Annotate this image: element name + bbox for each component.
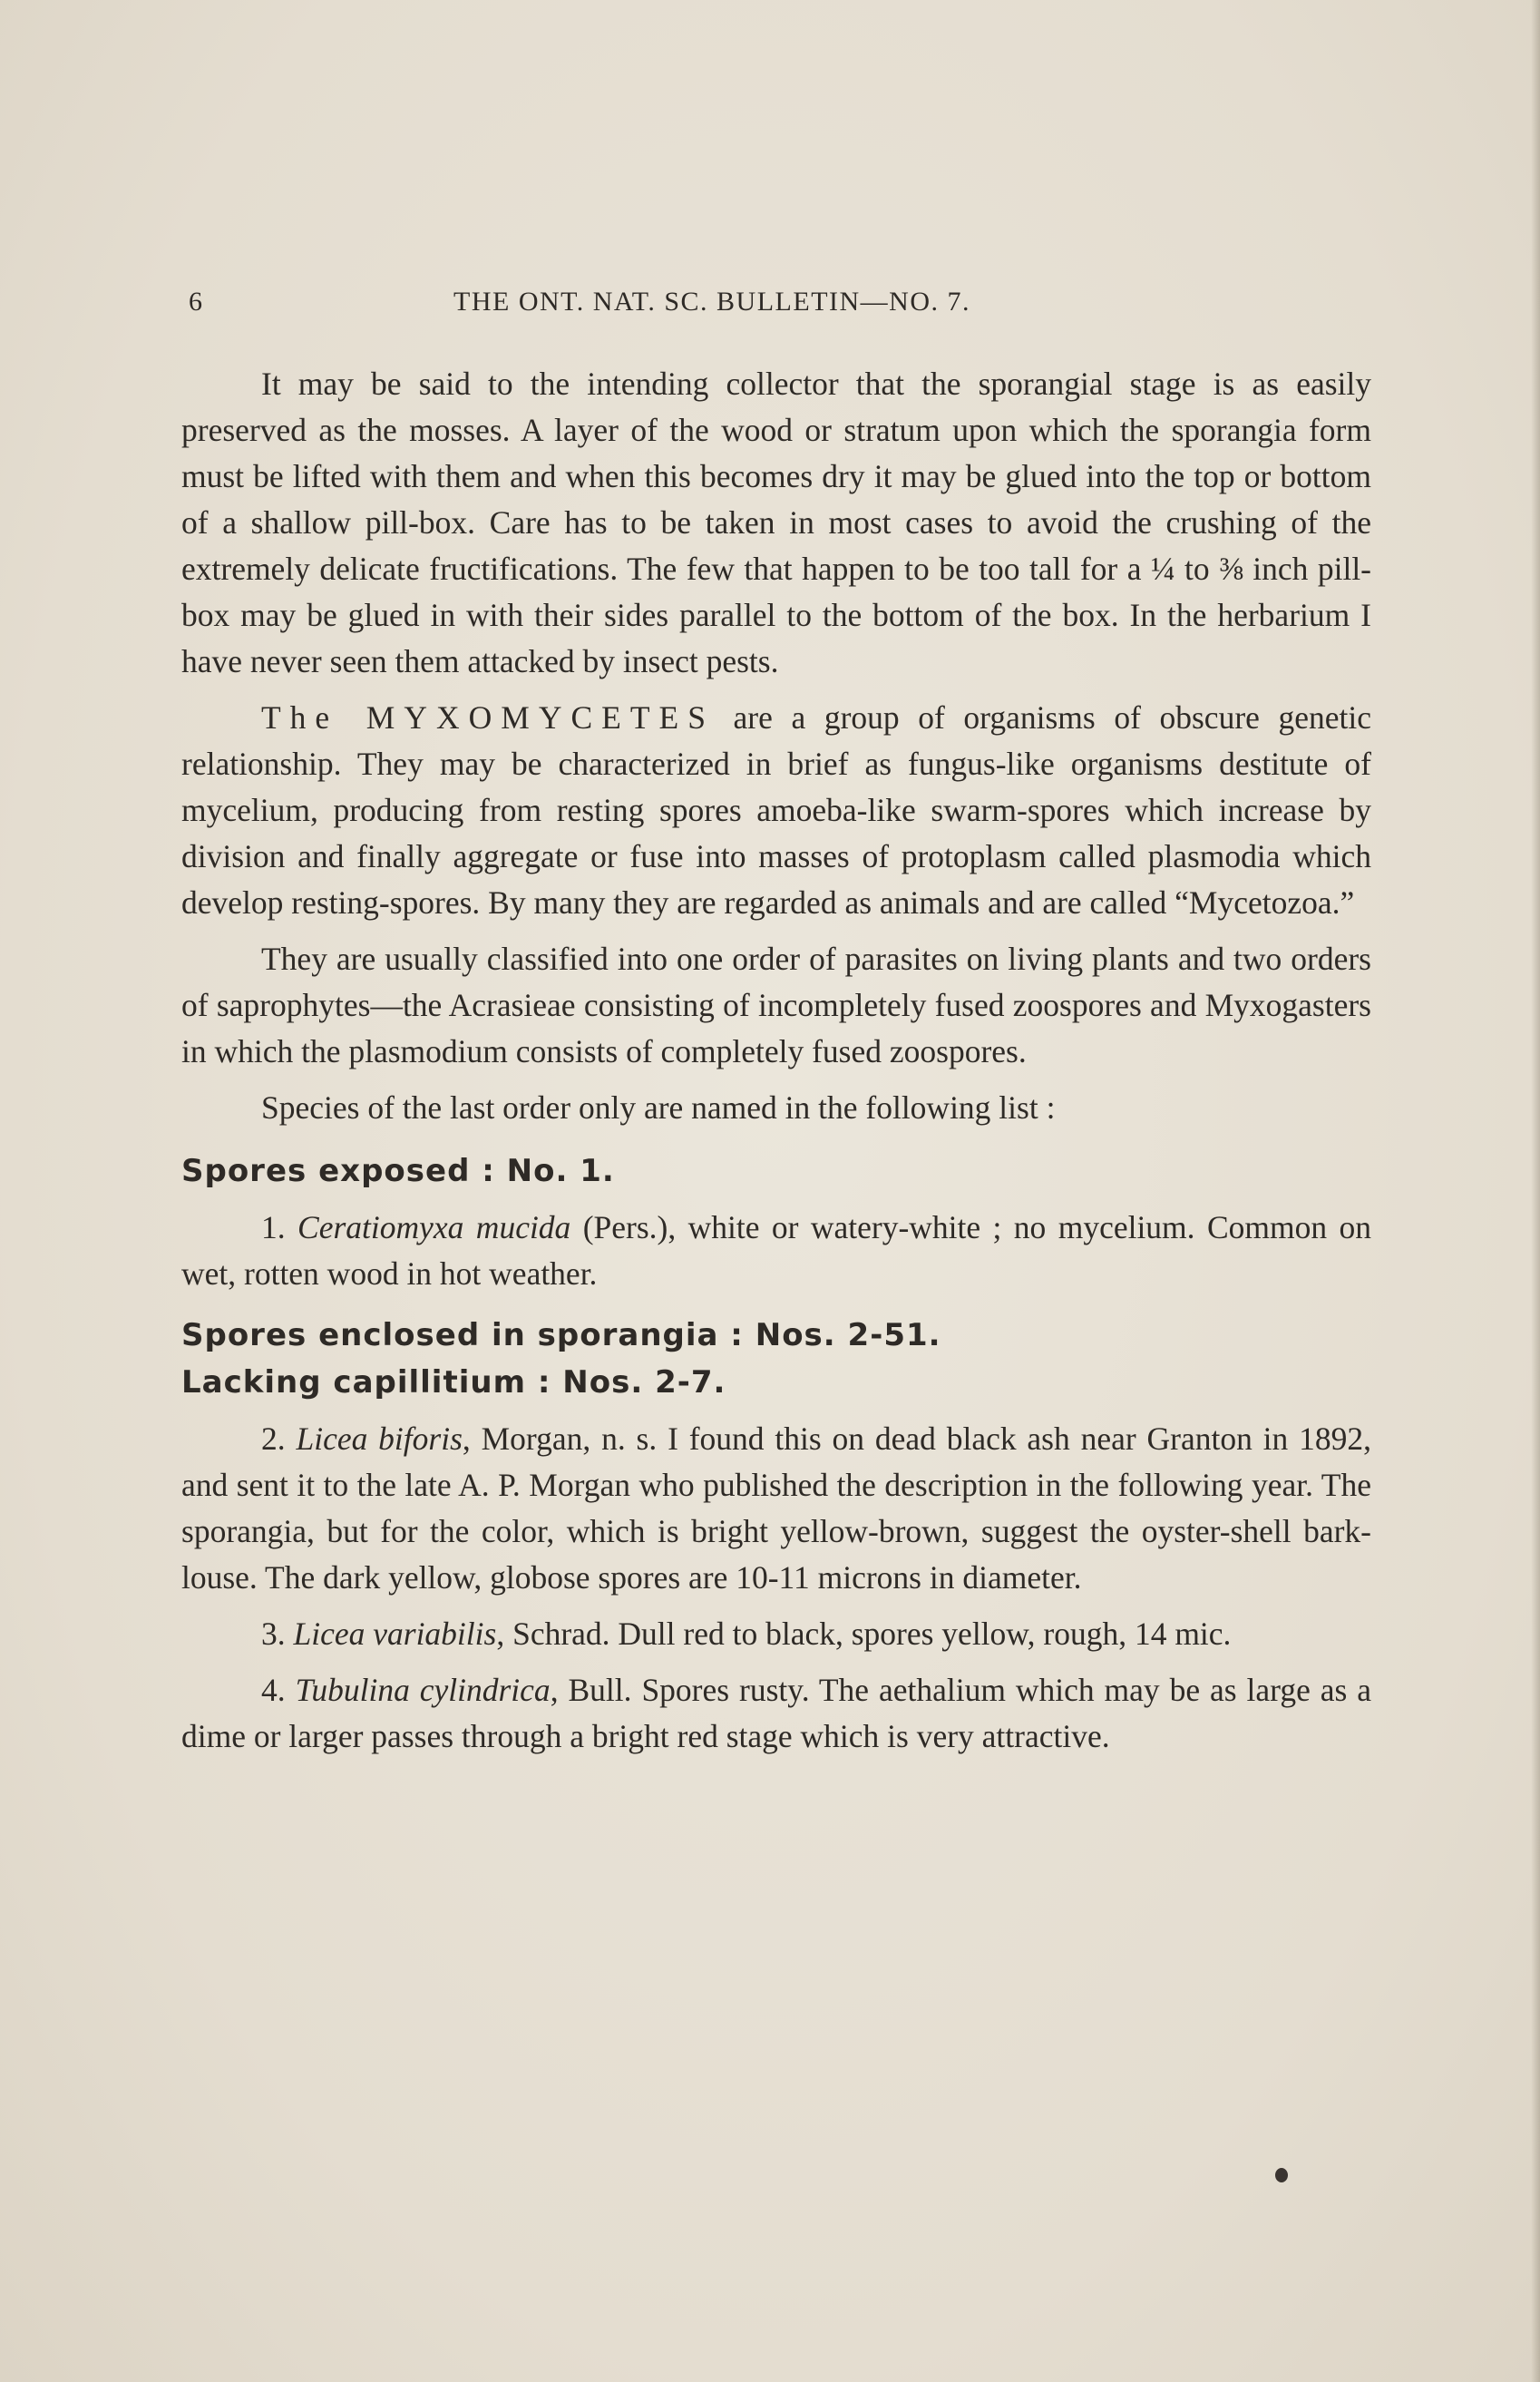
entry-number: 4. [261, 1672, 296, 1708]
page-body [181, 361, 1371, 1760]
paragraph-myxomycetes [181, 695, 1371, 926]
species-name: Licea variabilis [293, 1616, 497, 1652]
entry-text: , Morgan, n. s. I found this on dead black ash near Granton in 1892, and sent it to the late A. P. Morgan who published the description in the following year. The sporangia, but for the color, which is bright yellow-brown, suggest the oyster-shell bark-louse. The dark yellow, globose spores are 10-11 microns in diameter. [181, 1420, 1372, 1596]
species-name: Tubulina cylindrica [295, 1672, 551, 1708]
heading-lacking-capillitium: Lacking capillitium : Nos. 2-7. [181, 1364, 726, 1401]
entry-number: 3. [261, 1616, 294, 1652]
paragraph-classification: They are usually classified into one order of parasites on living plants and two orders of saprophytes—the Acrasieae consisting of incompletely fused zoospores and Myxogasters in which the plasmodium consists of completely fused zoospores. [181, 941, 1371, 1069]
species-entry-2 [181, 1416, 1371, 1601]
paragraph-collecting: It may be said to the intending collector that the sporangial stage is as easily preserved as the mosses. A layer of the wood or stratum upon which the sporangia form must be lifted with them and when this becomes dry it may be glued into the top or bottom of a shallow pill-box. Care has to be taken in most cases to avoid the crushing of the extremely delicate fructifications. The few that happen to be too tall for a ¼ to ⅜ inch pill-box may be glued in with their sides parallel to the bottom of the box. In the herbarium I have never seen them attacked by insect pests. [181, 366, 1371, 679]
species-name: Licea biforis [296, 1420, 463, 1457]
heading-spores-exposed: Spores exposed : No. 1. [181, 1153, 615, 1189]
term-myxomycetes: The MYXOMYCETES [261, 699, 715, 736]
running-title: THE ONT. NAT. SC. BULLETIN—NO. 7. [453, 287, 971, 317]
entry-number: 1. [261, 1209, 298, 1245]
heading-spores-enclosed: Spores enclosed in sporangia : Nos. 2-51. [181, 1317, 941, 1353]
paragraph-myxomycetes-text: are a group of organisms of obscure genetic relationship. They may be characterized in brief as fungus-like organisms destitute of mycelium, producing from resting spores amoeba-like swarm-spores which increase by division and finally aggregate or fuse into masses of protoplasm called plasmodia which develop resting-spores. By many they are regarded as animals and are called “Mycetozoa.” [181, 699, 1371, 921]
species-name: Ceratiomyxa mucida [297, 1209, 571, 1245]
entry-text: (Pers.), white or watery-white ; no mycelium. Common on wet, rotten wood in hot weather. [181, 1209, 1371, 1292]
species-entry-4 [181, 1667, 1371, 1760]
page-edge-shadow [1531, 0, 1540, 2382]
species-entry-1 [181, 1205, 1371, 1297]
page-number: 6 [189, 287, 204, 317]
species-entry-3 [181, 1611, 1371, 1657]
running-head [181, 287, 1379, 323]
entry-text: , Bull. Spores rusty. The aethalium which may be as large as a dime or larger passes through a bright red stage which is very attractive. [181, 1672, 1372, 1754]
paragraph-list-intro: Species of the last order only are named in the following list : [261, 1089, 1056, 1126]
entry-text: , Schrad. Dull red to black, spores yellow, rough, 14 mic. [496, 1616, 1232, 1652]
ink-spot [1275, 2168, 1288, 2182]
entry-number: 2. [261, 1420, 297, 1457]
